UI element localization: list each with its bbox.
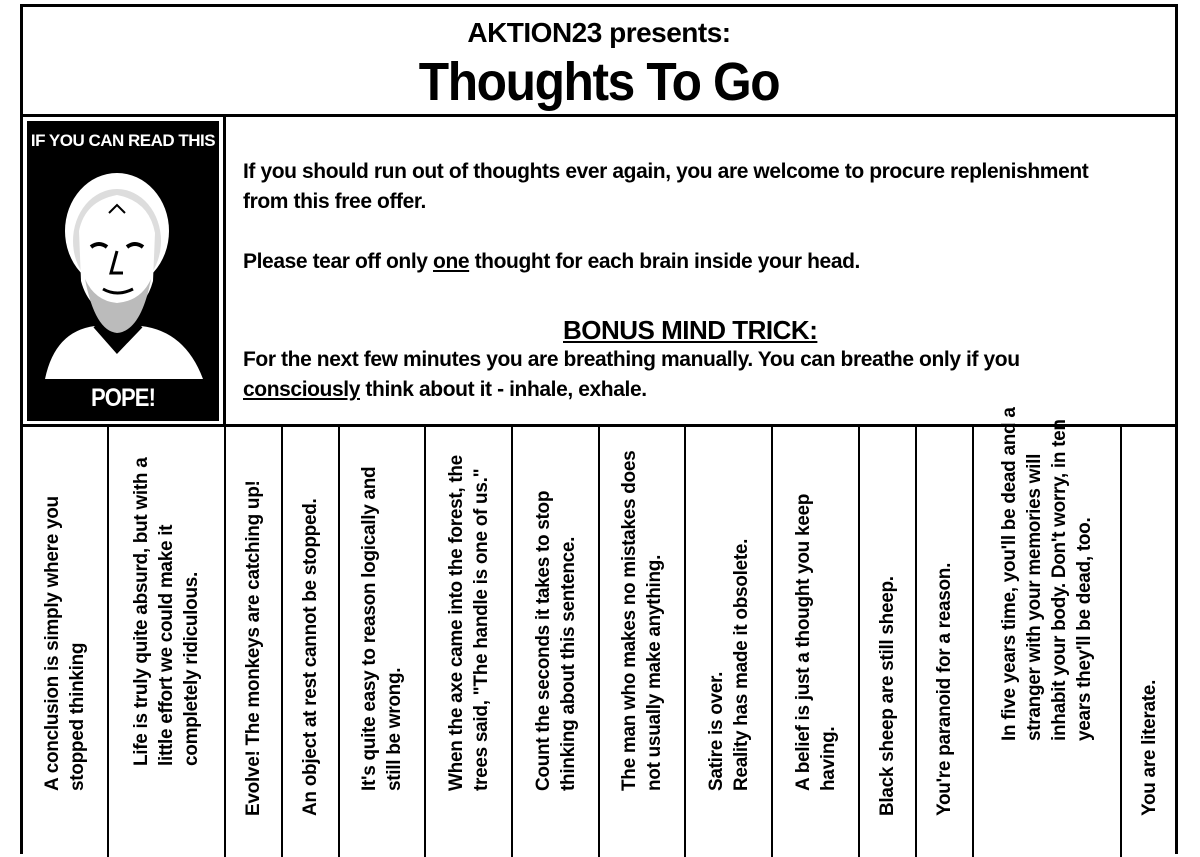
strip-line: A conclusion is simply where you: [42, 496, 63, 791]
tear-emphasis: one: [433, 250, 470, 273]
strip-line: not usually make anything.: [644, 554, 665, 791]
strip-text: [997, 407, 1097, 741]
tear-strip[interactable]: [426, 427, 513, 857]
tear-strip[interactable]: [974, 407, 1122, 857]
strip-line: stranger with your memories will: [1024, 453, 1045, 741]
tear-strip[interactable]: [513, 427, 600, 857]
poster-bottom-caption: YOU ARE A POPE!: [66, 355, 180, 412]
poster-top-caption: IF YOU CAN READ THIS: [30, 131, 216, 150]
pope-poster-image: [27, 121, 219, 421]
tear-strip[interactable]: [917, 427, 974, 857]
strip-text: [444, 455, 494, 791]
strip-text: [1137, 680, 1162, 816]
strip-line: little effort we could make it: [155, 524, 177, 766]
section-divider: [223, 117, 226, 424]
strip-text: [298, 498, 323, 816]
strip-line: Life is truly quite absurd, but with a: [130, 457, 152, 766]
strip-line: An object at rest cannot be stopped.: [299, 498, 321, 816]
strip-line: In five years time, you'll be dead and a: [999, 407, 1020, 741]
strip-text: [932, 563, 957, 816]
tear-text-before: Please tear off only: [243, 250, 434, 273]
strip-line: inhabit your body. Don't worry, in ten: [1049, 419, 1070, 741]
intro-line-2: from this free offer.: [243, 190, 426, 213]
strip-text: [531, 491, 581, 791]
tear-strip[interactable]: [283, 427, 340, 857]
strip-line: years they'll be dead, too.: [1074, 517, 1095, 741]
strip-line: You are literate.: [1139, 679, 1160, 816]
strip-text: [241, 480, 266, 816]
tear-strip[interactable]: [226, 427, 283, 857]
strip-line: trees said, "The handle is one of us.": [470, 468, 492, 791]
strip-text: [875, 576, 900, 816]
intro-line-1: If you should run out of thoughts ever again, you are welcome to procure replenishment: [243, 160, 1089, 183]
strip-text: [40, 496, 90, 791]
tear-strip[interactable]: [860, 427, 917, 857]
tear-text-after: thought for each brain inside your head.: [469, 250, 860, 273]
bonus-line-1: For the next few minutes you are breathing manually. You can breathe only if you: [243, 348, 1020, 371]
strip-line: Count the seconds it takes to stop: [532, 490, 554, 791]
strip-line: Black sheep are still sheep.: [876, 576, 898, 816]
flyer-sheet: [20, 4, 1178, 854]
tear-strip[interactable]: [1122, 427, 1178, 857]
tear-off-strips: [23, 407, 1175, 857]
tear-strip[interactable]: [109, 427, 226, 857]
strip-line: You're paranoid for a reason.: [933, 562, 955, 816]
strip-line: still be wrong.: [384, 667, 405, 791]
strip-line: Evolve! The monkeys are catching up!: [242, 480, 264, 816]
tear-strip[interactable]: [23, 427, 109, 857]
strip-line: Reality has made it obsolete.: [730, 538, 752, 791]
strip-text: [704, 539, 754, 791]
strip-text: [617, 451, 667, 791]
strip-line: It's quite easy to reason logically and: [359, 466, 380, 791]
strip-line: thinking about this sentence.: [557, 536, 579, 791]
strip-line: completely ridiculous.: [180, 571, 202, 766]
strip-line: When the axe came into the forest, the: [445, 455, 467, 791]
intro-section: [23, 117, 1175, 427]
tear-strip[interactable]: [340, 427, 426, 857]
strip-text: [791, 494, 841, 791]
intro-paragraph: [243, 157, 1155, 217]
header: [23, 7, 1175, 117]
page-title: Thoughts To Go: [418, 52, 780, 112]
strip-line: having.: [817, 726, 839, 791]
old-man-portrait-icon: [45, 161, 203, 379]
presenter-line: AKTION23 presents:: [467, 17, 731, 48]
bonus-line-2-rest: think about it - inhale, exhale.: [359, 378, 647, 401]
tear-strip[interactable]: [600, 427, 686, 857]
tear-strip[interactable]: [686, 427, 773, 857]
bonus-paragraph: [243, 345, 1155, 405]
strip-line: Satire is over.: [705, 671, 727, 791]
strip-line: The man who makes no mistakes does: [619, 450, 640, 791]
tear-instruction: [243, 247, 1155, 277]
strip-text: [129, 458, 204, 766]
bonus-emphasis: consciously: [243, 378, 360, 401]
strip-line: stopped thinking: [67, 642, 88, 791]
tear-strip[interactable]: [773, 427, 860, 857]
strip-text: [357, 467, 407, 791]
strip-line: A belief is just a thought you keep: [792, 493, 814, 791]
bonus-line-2: [243, 375, 1155, 405]
bonus-heading: BONUS MIND TRICK:: [563, 315, 818, 345]
